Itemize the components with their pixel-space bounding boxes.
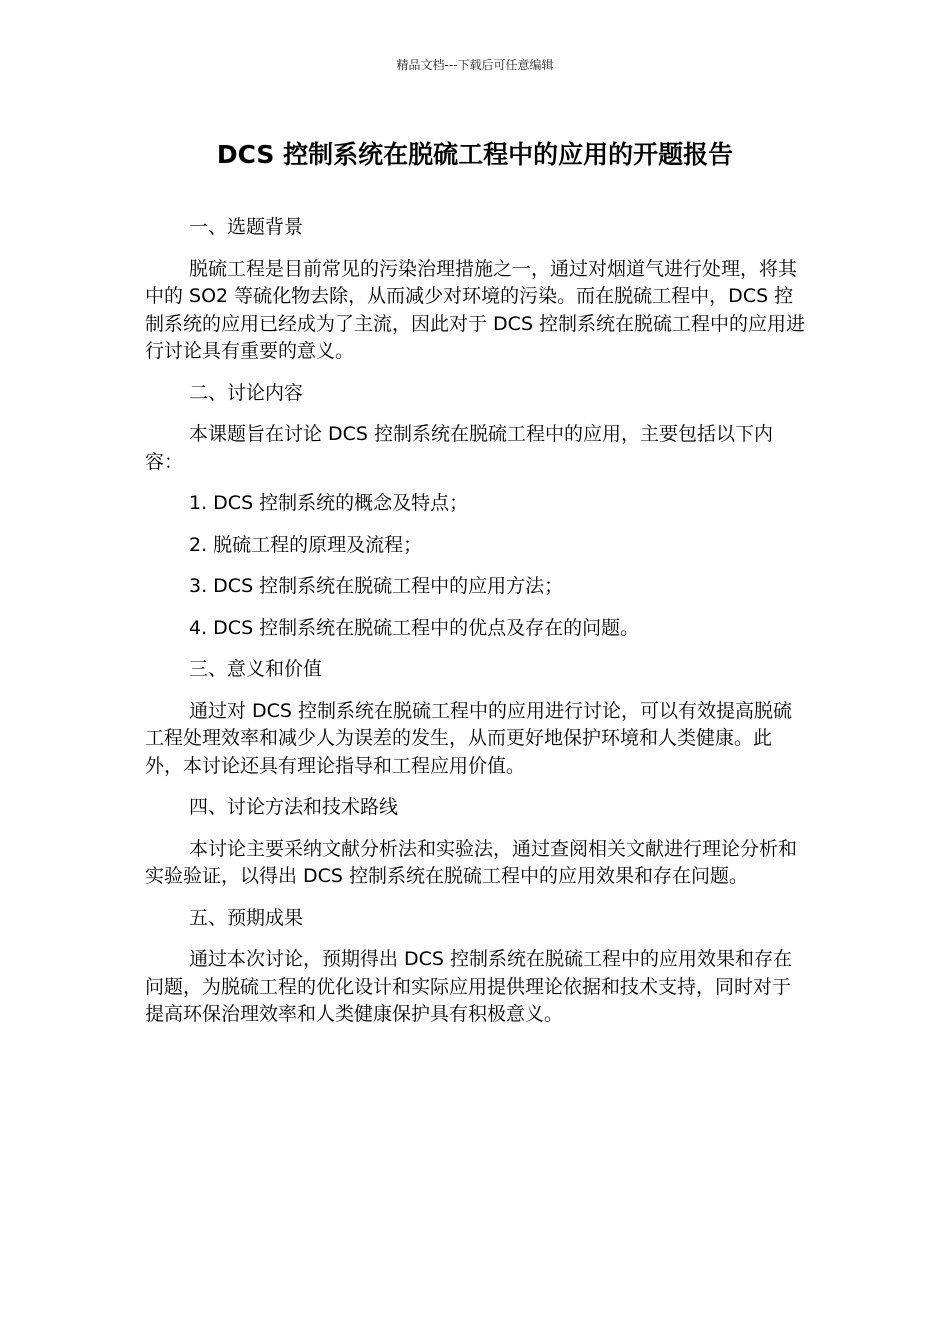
section-paragraph-content: 本课题旨在讨论 DCS 控制系统在脱硫工程中的应用，主要包括以下内容： — [145, 423, 774, 473]
content-list-item: 2. 脱硫工程的原理及流程； — [189, 533, 423, 556]
section-heading-background: 一、选题背景 — [189, 216, 304, 238]
content-list-item: 1. DCS 控制系统的概念及特点； — [189, 492, 469, 514]
section-heading-content: 二、讨论内容 — [189, 381, 304, 404]
content-list-item: 3. DCS 控制系统在脱硫工程中的应用方法； — [189, 575, 564, 597]
section-heading-methods: 四、讨论方法和技术路线 — [189, 796, 399, 818]
section-paragraph-background: 脱硫工程是目前常见的污染治理措施之一，通过对烟道气进行处理，将其中的 SO2 等硫化物去除，从而减少对环境的污染。而在脱硫工程中，DCS 控制系统的应用已经成为了主流，因此对于 DCS 控制系统在脱硫工程中的应用进行讨论具有重要的意义。 — [145, 257, 806, 362]
section-paragraph-methods: 本讨论主要采纳文献分析法和实验法，通过查阅相关文献进行理论分析和实验验证，以得出 DCS 控制系统在脱硫工程中的应用效果和存在问题。 — [145, 837, 798, 887]
document-body — [145, 214, 807, 1043]
section-heading-significance: 三、意义和价值 — [189, 658, 323, 680]
page-header: 精品文档---下载后可任意编辑 — [396, 58, 554, 72]
content-list-item: 4. DCS 控制系统在脱硫工程中的优点及存在的问题。 — [189, 616, 640, 639]
document-title: DCS 控制系统在脱硫工程中的应用的开题报告 — [216, 140, 734, 169]
section-paragraph-significance: 通过对 DCS 控制系统在脱硫工程中的应用进行讨论，可以有效提高脱硫工程处理效率和减少人为误差的发生，从而更好地保护环境和人类健康。此外，本讨论还具有理论指导和工程应用价值。 — [145, 699, 793, 777]
section-paragraph-expected-results: 通过本次讨论，预期得出 DCS 控制系统在脱硫工程中的应用效果和存在问题，为脱硫工程的优化设计和实际应用提供理论依据和技术支持，同时对于提高环保治理效率和人类健康保护具有积极意义。 — [145, 948, 793, 1025]
section-heading-expected-results: 五、预期成果 — [189, 906, 304, 929]
